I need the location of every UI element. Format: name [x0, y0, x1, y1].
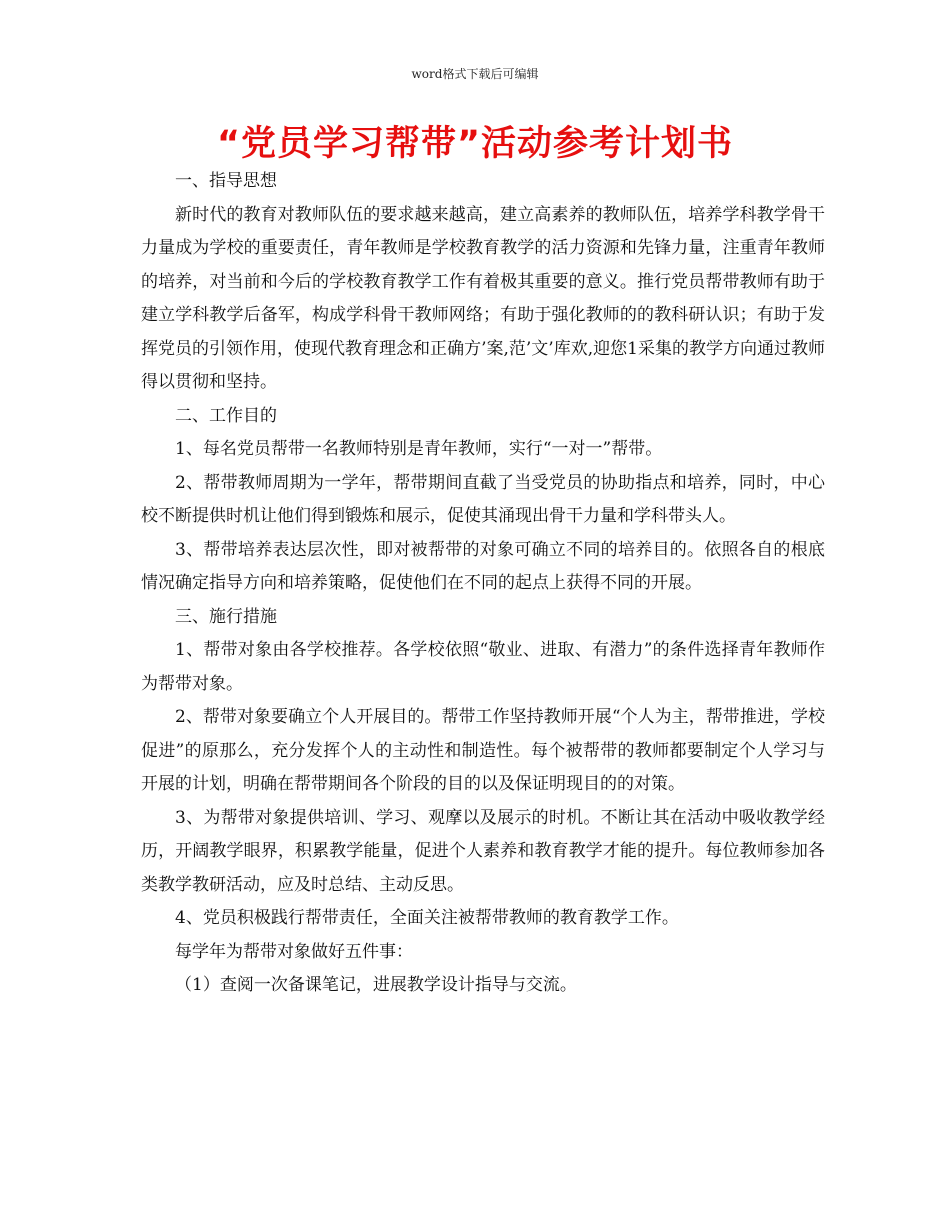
- paragraph-guiding-ideology: 新时代的教育对教师队伍的要求越来越高，建立高素养的教师队伍，培养学科教学骨干力量成为学校的重要责任，青年教师是学校教育教学的活力资源和先锋力量，注重青年教师的培养，对当前和今后的学校教育教学工作有着极其重要的意义。推行党员帮带教师有助于建立学科教学后备军，构成学科骨干教师网络；有助于强化教师的的教科研认识；有助于发挥党员的引领作用，使现代教育理念和正确方’案,范’文’库欢,迎您1采集的教学方向通过教师得以贯彻和坚持。: [141, 204, 825, 392]
- measure-item-4: 4、党员积极践行帮带责任，全面关注被帮带教师的教育教学工作。: [175, 908, 679, 928]
- measure-item-2: 2、帮带对象要确立个人开展目的。帮带工作坚持教师开展“个人为主，帮带推进，学校促进”的原那么，充分发挥个人的主动性和制造性。每个被帮带的教师都要制定个人学习与开展的计划，明确在帮带期间各个阶段的目的以及保证明现目的的对策。: [141, 707, 825, 794]
- section-heading-work-goals: 二、工作目的: [175, 405, 277, 426]
- goal-item-3: 3、帮带培养表达层次性，即对被帮带的对象可确立不同的培养目的。依照各自的根底情况确定指导方向和培养策略，促使他们在不同的起点上获得不同的开展。: [141, 539, 825, 593]
- section-heading-implementation: 三、施行措施: [175, 606, 277, 627]
- document-title: “党员学习帮带”活动参考计划书: [216, 124, 733, 164]
- measure-item-3: 3、为帮带对象提供培训、学习、观摩以及展示的时机。不断让其在活动中吸收教学经历，开阔教学眼界，积累教学能量，促进个人素养和教育教学才能的提升。每位教师参加各类教学教研活动，应及时总结、主动反思。: [141, 807, 825, 895]
- five-things-item-1: （1）查阅一次备课笔记，进展教学设计指导与交流。: [175, 975, 577, 995]
- goal-item-2: 2、帮带教师周期为一学年，帮带期间直截了当受党员的协助指点和培养，同时，中心校不断提供时机让他们得到锻炼和展示，促使其涌现出骨干力量和学科带头人。: [141, 472, 825, 526]
- five-things-intro: 每学年为帮带对象做好五件事：: [175, 941, 413, 962]
- section-heading-guiding-ideology: 一、指导思想: [175, 171, 277, 191]
- header-note: word格式下载后可编辑: [411, 67, 539, 81]
- document-body: [141, 165, 825, 1003]
- measure-item-1: 1、帮带对象由各学校推荐。各学校依照“敬业、进取、有潜力”的条件选择青年教师作为帮带对象。: [141, 640, 825, 694]
- goal-item-1: 1、每名党员帮带一名教师特别是青年教师，实行“一对一”帮带。: [175, 439, 663, 459]
